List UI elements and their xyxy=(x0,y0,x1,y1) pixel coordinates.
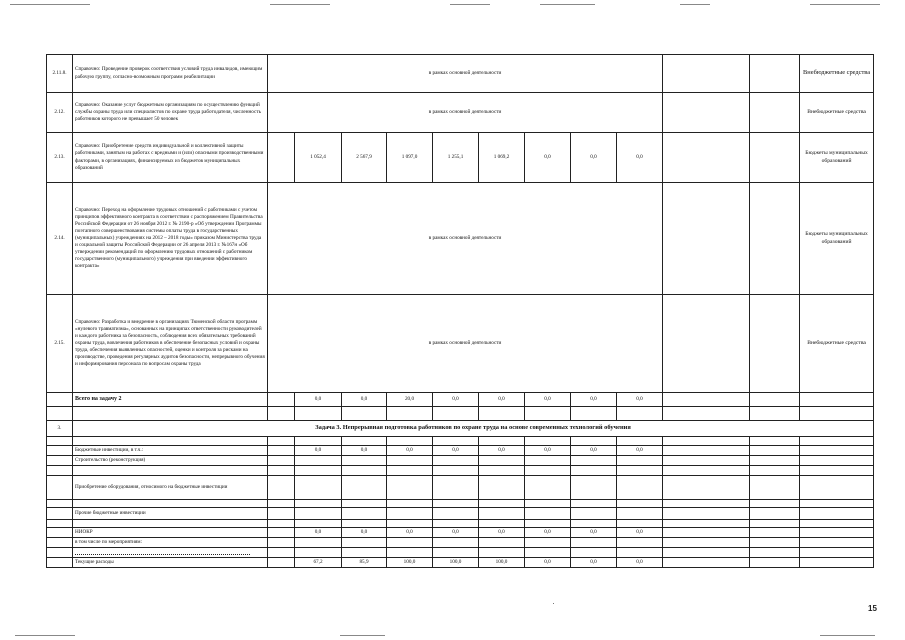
value-cell: 0,0 xyxy=(525,446,571,456)
value-cell: 0,0 xyxy=(571,133,617,183)
empty-cell xyxy=(663,528,750,538)
table-row-budget-investments xyxy=(47,446,874,456)
value-cell: 0,0 xyxy=(295,528,342,538)
empty-cell xyxy=(47,456,73,466)
row-code: 2.15. xyxy=(47,295,73,393)
value-cell: 0,0 xyxy=(387,446,433,456)
value-cell: 1 097,0 xyxy=(387,133,433,183)
empty-cell xyxy=(800,446,874,456)
table-row-2-11-8 xyxy=(47,55,874,93)
value-cell: 100,0 xyxy=(479,558,525,568)
empty-cell xyxy=(663,93,750,133)
dotted-placeholder xyxy=(73,548,268,558)
empty-cell xyxy=(47,476,73,500)
empty-cell xyxy=(47,538,73,548)
row-span-text: в рамках основной деятельности xyxy=(268,93,663,133)
table-row-current-expenses xyxy=(47,558,874,568)
value-cell: 2 567,9 xyxy=(342,133,387,183)
value-cell: 0,0 xyxy=(433,446,479,456)
empty-cell xyxy=(750,528,800,538)
empty-cell xyxy=(663,133,750,183)
empty-cell xyxy=(268,558,295,568)
table-row-2-13 xyxy=(47,133,874,183)
table-row-other-investments xyxy=(47,508,874,520)
scan-edge-line xyxy=(15,635,75,636)
value-cell: 0,0 xyxy=(295,393,342,407)
scan-edge-line xyxy=(450,4,490,5)
table-row-spacer xyxy=(47,500,874,508)
empty-cell xyxy=(268,133,295,183)
empty-cell xyxy=(268,446,295,456)
value-cell: 0,0 xyxy=(342,528,387,538)
value-cell: 0,0 xyxy=(342,446,387,456)
empty-cell xyxy=(800,393,874,407)
value-cell: 0,0 xyxy=(617,393,663,407)
funding-source: Внебюджетные средства xyxy=(800,295,874,393)
empty-cell xyxy=(47,528,73,538)
empty-cell xyxy=(268,528,295,538)
scan-edge-line xyxy=(820,635,875,636)
empty-cell xyxy=(750,183,800,295)
scan-edge-line xyxy=(10,4,90,5)
table-row-including-events xyxy=(47,538,874,548)
row-span-text: в рамках основной деятельности xyxy=(268,295,663,393)
page-number: 15 xyxy=(868,604,877,613)
row-code: 2.12. xyxy=(47,93,73,133)
value-cell: 1 052,4 xyxy=(295,133,342,183)
empty-cell xyxy=(663,183,750,295)
table-row-spacer xyxy=(47,466,874,476)
empty-cell xyxy=(663,295,750,393)
row-label: Бюджетные инвестиции, в т.ч.: xyxy=(73,446,268,456)
row-description: Справочно: Разработка и внедрение в организациях Тюменской области программ «нулевого травматизма», основанных на принципах ответственности руководителей и каждого работника за безопасность, соблюдения всех обязательных требований охраны труда, вовлечения работников в обеспечение безопасных условий и охраны труда, обеспечения выявленных опасностей, оценки и контроля за рисками на производстве, проведения регулярных аудитов безопасности, непрерывного обучения и информирования персонала по вопросам охраны труда xyxy=(73,295,268,393)
table-row-spacer xyxy=(47,407,874,421)
empty-cell xyxy=(800,558,874,568)
row-description: Справочно: Оказание услуг бюджетным организациям по осуществлению функций службы охраны труда или специалистов по охране труда работодателя, численность работников которого не превышает 50 человек xyxy=(73,93,268,133)
value-cell: 0,0 xyxy=(571,446,617,456)
empty-cell xyxy=(268,393,295,407)
value-cell: 0,0 xyxy=(571,528,617,538)
empty-cell xyxy=(750,558,800,568)
funding-source: Внебюджетные средства xyxy=(800,93,874,133)
value-cell: 0,0 xyxy=(525,393,571,407)
task-title: Задача 3. Непрерывная подготовка работников по охране труда на основе современных технологий обучения xyxy=(73,421,874,437)
empty-cell xyxy=(750,393,800,407)
empty-cell xyxy=(800,528,874,538)
row-label: Строительство (реконструкция) xyxy=(73,456,268,466)
scan-edge-line xyxy=(810,4,880,5)
table-row-spacer xyxy=(47,520,874,528)
row-span-text: в рамках основной деятельности xyxy=(268,55,663,93)
value-cell: 0,0 xyxy=(571,558,617,568)
scan-edge-line xyxy=(340,635,385,636)
row-code: 2.13. xyxy=(47,133,73,183)
value-cell: 0,0 xyxy=(387,528,433,538)
empty-cell xyxy=(47,508,73,520)
row-label: НИОКР xyxy=(73,528,268,538)
value-cell: 100,0 xyxy=(433,558,479,568)
table-row-niokr xyxy=(47,528,874,538)
empty-cell xyxy=(663,446,750,456)
row-label: Приобретение оборудования, относимого на бюджетные инвестиции xyxy=(73,476,268,500)
funding-source: Внебюджетные средства xyxy=(800,55,874,93)
value-cell: 100,0 xyxy=(387,558,433,568)
row-description: Справочно: Приобретение средств индивидуальной и коллективной защиты работниками, занятым на работах с вредными и (или) опасными производственными факторами, в организациях, финансируемых из бюджетов муниципальных образований xyxy=(73,133,268,183)
empty-cell xyxy=(663,558,750,568)
empty-cell xyxy=(750,55,800,93)
value-cell: 0,0 xyxy=(525,133,571,183)
value-cell: 0,0 xyxy=(295,446,342,456)
empty-cell xyxy=(750,133,800,183)
value-cell: 1 069,2 xyxy=(479,133,525,183)
value-cell: 20,0 xyxy=(387,393,433,407)
empty-cell xyxy=(47,446,73,456)
empty-cell xyxy=(47,558,73,568)
row-label: Прочие бюджетные инвестиции xyxy=(73,508,268,520)
empty-cell xyxy=(750,295,800,393)
scan-edge-line xyxy=(540,4,595,5)
empty-cell xyxy=(750,446,800,456)
row-label: Всего на задачу 2 xyxy=(73,393,268,407)
funding-source: Бюджеты муниципальных образований xyxy=(800,183,874,295)
table-row-construction xyxy=(47,456,874,466)
value-cell: 0,0 xyxy=(617,558,663,568)
row-code: 2.11.8. xyxy=(47,55,73,93)
empty-cell xyxy=(663,55,750,93)
value-cell: 85,9 xyxy=(342,558,387,568)
table-row-spacer xyxy=(47,437,874,446)
value-cell: 0,0 xyxy=(433,528,479,538)
value-cell: 0,0 xyxy=(617,133,663,183)
empty-cell xyxy=(47,548,73,558)
value-cell: 0,0 xyxy=(617,446,663,456)
budget-table xyxy=(46,54,874,568)
empty-cell xyxy=(47,393,73,407)
empty-cell xyxy=(663,393,750,407)
value-cell: 0,0 xyxy=(525,558,571,568)
table-row-2-12 xyxy=(47,93,874,133)
value-cell: 0,0 xyxy=(479,446,525,456)
empty-cell xyxy=(750,93,800,133)
row-code: 3. xyxy=(47,421,73,437)
scan-edge-line xyxy=(270,4,330,5)
row-description: Справочно: Переход на оформление трудовых отношений с работниками с учетом принципов эффективного контракта в соответствии с распоряжением Правительства Российской Федерации от 26 ноября 2012 г. № 2190-р «Об утверждении Программы поэтапного совершенствования системы оплаты труда в государственных (муниципальных) учреждениях на 2012 – 2018 годы» приказом Министерства труда и социальной защиты Российской Федерации от 26 апреля 2013 г. №167н «Об утверждении рекомендаций по оформлению трудовых отношений с работником государственного (муниципального) учреждения при введении эффективного контракта» xyxy=(73,183,268,295)
table-row-blank-event xyxy=(47,548,874,558)
value-cell: 1 255,1 xyxy=(433,133,479,183)
row-span-text: в рамках основной деятельности xyxy=(268,183,663,295)
scan-edge-line xyxy=(680,4,710,5)
row-description: Справочно: Проведение проверок соответствия условий труда инвалидов, имеющим рабочую группу, согласно-возможным программ реабилитации xyxy=(73,55,268,93)
row-label: Текущие расходы xyxy=(73,558,268,568)
value-cell: 0,0 xyxy=(479,393,525,407)
value-cell: 0,0 xyxy=(571,393,617,407)
table-row-2-15 xyxy=(47,295,874,393)
value-cell: 0,0 xyxy=(433,393,479,407)
table-row-total-task-2 xyxy=(47,393,874,407)
table-row-2-14 xyxy=(47,183,874,295)
row-label: в том числе по мероприятиям: xyxy=(73,538,268,548)
value-cell: 0,0 xyxy=(342,393,387,407)
value-cell: 0,0 xyxy=(479,528,525,538)
value-cell: 67,2 xyxy=(295,558,342,568)
row-code: 2.14. xyxy=(47,183,73,295)
value-cell: 0,0 xyxy=(525,528,571,538)
value-cell: 0,0 xyxy=(617,528,663,538)
table-row-equipment xyxy=(47,476,874,500)
table-row-task-3 xyxy=(47,421,874,437)
funding-source: Бюджеты муниципальных образований xyxy=(800,133,874,183)
scan-speck xyxy=(553,603,554,604)
